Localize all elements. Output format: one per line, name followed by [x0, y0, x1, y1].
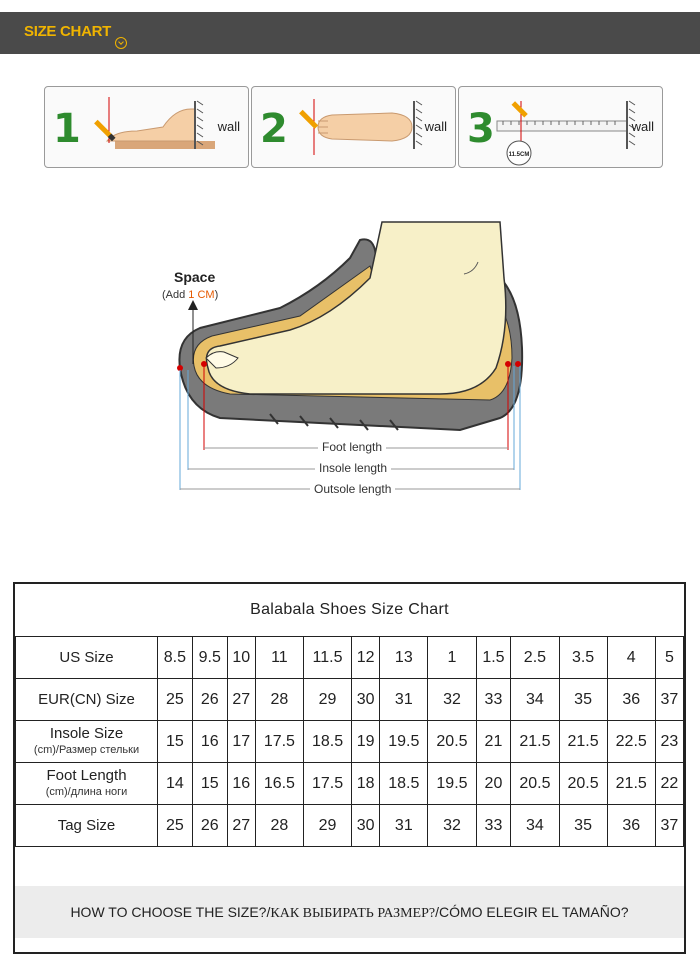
- table-cell: 11: [255, 637, 303, 679]
- table-cell: 17.5: [255, 721, 303, 763]
- row-label: Insole Size: [49, 724, 124, 742]
- row-header: [16, 805, 158, 847]
- chevron-down-icon[interactable]: [115, 37, 127, 49]
- row-header: [16, 763, 158, 805]
- table-cell: 19: [352, 721, 380, 763]
- table-cell: 25: [158, 805, 193, 847]
- table-cell: 18: [352, 763, 380, 805]
- table-cell: 13: [380, 637, 428, 679]
- table-row: [16, 721, 684, 763]
- size-table-grid: [15, 636, 684, 847]
- row-label: EUR(CN) Size: [38, 690, 135, 708]
- table-cell: 11.5: [303, 637, 351, 679]
- table-cell: 3.5: [559, 637, 607, 679]
- table-cell: 27: [227, 805, 255, 847]
- table-cell: 33: [476, 805, 511, 847]
- shoe-measurement-diagram: [160, 218, 540, 500]
- step-number: 2: [260, 106, 288, 152]
- row-label: Tag Size: [57, 816, 116, 834]
- table-row: [16, 763, 684, 805]
- table-cell: 16.5: [255, 763, 303, 805]
- table-cell: 19.5: [380, 721, 428, 763]
- table-cell: 12: [352, 637, 380, 679]
- row-sublabel: (cm)/Размер стельки: [33, 743, 140, 756]
- space-hint: (Add 1 CM): [162, 289, 219, 301]
- table-cell: 19.5: [428, 763, 476, 805]
- row-header: [16, 679, 158, 721]
- step-3: [458, 86, 663, 168]
- ruler-reading: 11.5CM: [508, 152, 530, 158]
- table-cell: 17: [227, 721, 255, 763]
- table-cell: 25: [158, 679, 193, 721]
- table-cell: 21.5: [511, 721, 559, 763]
- table-cell: 2.5: [511, 637, 559, 679]
- table-cell: 20.5: [511, 763, 559, 805]
- table-cell: 16: [192, 721, 227, 763]
- table-cell: 35: [559, 805, 607, 847]
- table-cell: 20: [476, 763, 511, 805]
- table-cell: 37: [655, 679, 683, 721]
- row-label: Foot Length: [46, 766, 127, 784]
- table-cell: 16: [227, 763, 255, 805]
- table-cell: 21.5: [559, 721, 607, 763]
- table-cell: 28: [255, 805, 303, 847]
- table-cell: 9.5: [192, 637, 227, 679]
- table-title: Balabala Shoes Size Chart: [15, 584, 684, 637]
- table-cell: 26: [192, 679, 227, 721]
- table-cell: 1.5: [476, 637, 511, 679]
- wall-label: wall: [631, 119, 654, 134]
- insole-length-label: Insole length: [315, 461, 391, 475]
- table-cell: 32: [428, 679, 476, 721]
- row-label: US Size: [59, 648, 114, 666]
- table-cell: 29: [303, 805, 351, 847]
- table-cell: 31: [380, 679, 428, 721]
- table-row: [16, 679, 684, 721]
- table-cell: 22.5: [607, 721, 655, 763]
- table-cell: 20.5: [559, 763, 607, 805]
- table-cell: 5: [655, 637, 683, 679]
- table-cell: 26: [192, 805, 227, 847]
- table-cell: 29: [303, 679, 351, 721]
- table-cell: 20.5: [428, 721, 476, 763]
- table-cell: 37: [655, 805, 683, 847]
- table-cell: 10: [227, 637, 255, 679]
- table-cell: 17.5: [303, 763, 351, 805]
- how-to-choose-banner: HOW TO CHOOSE THE SIZE?/КАК ВЫБИРАТЬ РАЗМЕР?/CÓMO ELEGIR EL TAMAÑO?: [15, 886, 684, 938]
- table-cell: 36: [607, 679, 655, 721]
- row-header: [16, 637, 158, 679]
- wall-label: wall: [217, 119, 240, 134]
- header-bar: [0, 12, 700, 54]
- table-cell: 36: [607, 805, 655, 847]
- step-1: [44, 86, 249, 168]
- space-label: Space: [174, 269, 216, 285]
- table-cell: 30: [352, 805, 380, 847]
- table-cell: 15: [158, 721, 193, 763]
- step-2: [251, 86, 456, 168]
- table-cell: 35: [559, 679, 607, 721]
- table-cell: 22: [655, 763, 683, 805]
- table-cell: 4: [607, 637, 655, 679]
- table-cell: 23: [655, 721, 683, 763]
- page-title: SIZE CHART: [24, 23, 112, 40]
- table-cell: 34: [511, 805, 559, 847]
- table-cell: 18.5: [303, 721, 351, 763]
- table-cell: 28: [255, 679, 303, 721]
- table-row: [16, 805, 684, 847]
- table-cell: 21: [476, 721, 511, 763]
- table-cell: 14: [158, 763, 193, 805]
- table-cell: 8.5: [158, 637, 193, 679]
- table-cell: 21.5: [607, 763, 655, 805]
- table-cell: 18.5: [380, 763, 428, 805]
- table-cell: 34: [511, 679, 559, 721]
- table-cell: 31: [380, 805, 428, 847]
- wall-label: wall: [424, 119, 447, 134]
- step-number: 1: [53, 106, 81, 152]
- foot-length-label: Foot length: [318, 440, 386, 454]
- step-number: 3: [467, 106, 495, 152]
- row-header: [16, 721, 158, 763]
- table-cell: 15: [192, 763, 227, 805]
- outsole-length-label: Outsole length: [310, 482, 395, 496]
- table-cell: 27: [227, 679, 255, 721]
- table-cell: 33: [476, 679, 511, 721]
- table-cell: 1: [428, 637, 476, 679]
- table-row: [16, 637, 684, 679]
- row-sublabel: (cm)/длина ноги: [45, 785, 128, 798]
- table-cell: 30: [352, 679, 380, 721]
- table-cell: 32: [428, 805, 476, 847]
